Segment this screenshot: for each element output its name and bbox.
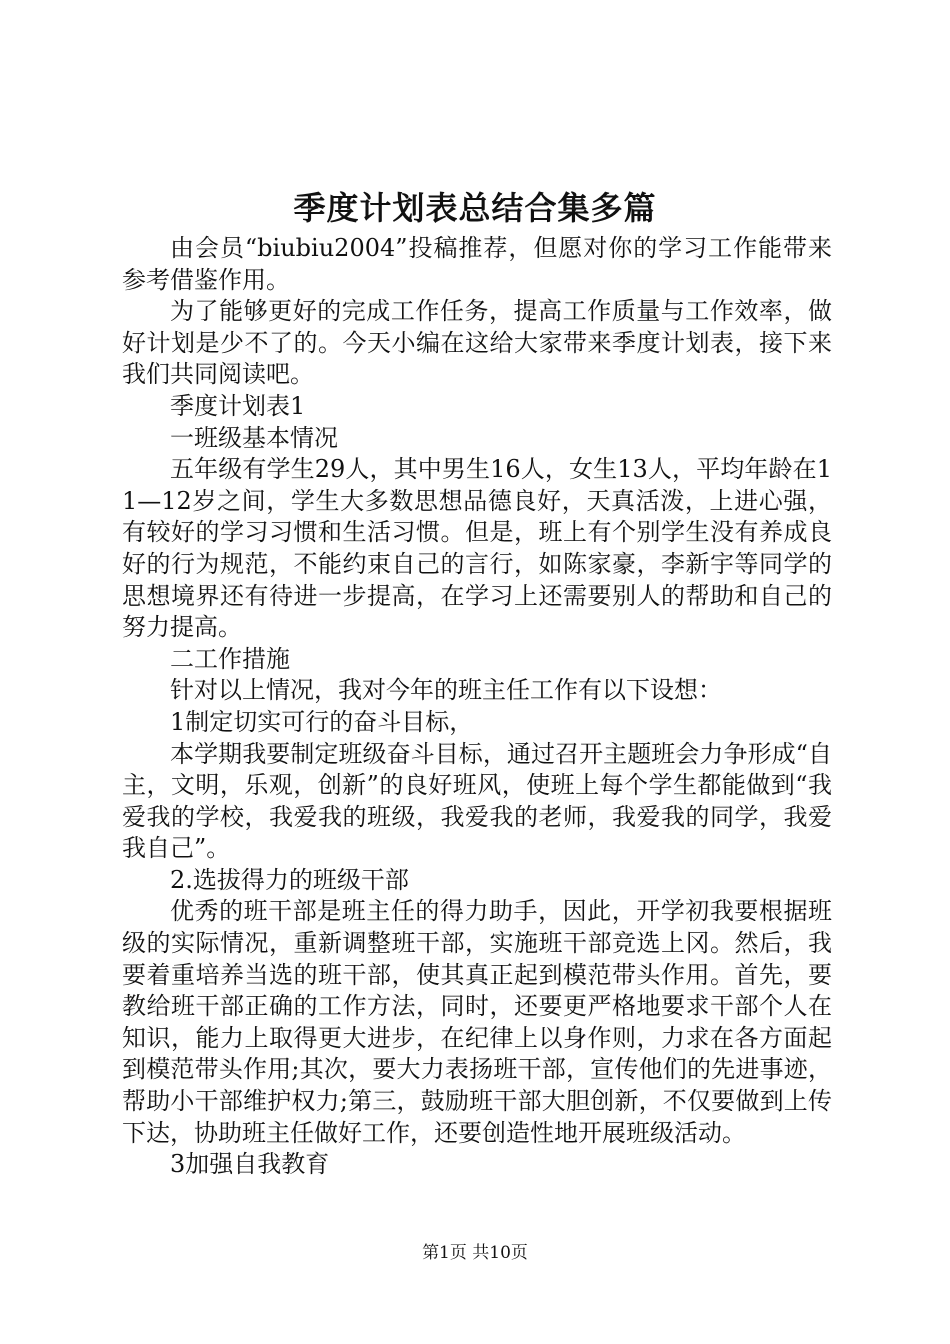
paragraph-preface: 为了能够更好的完成工作任务，提高工作质量与工作效率，做好计划是少不了的。今天小编在这给大家带来季度计划表，接下来我们共同阅读吧。 <box>122 297 832 389</box>
subheading-self-education: 3加强自我教育 <box>170 1150 330 1179</box>
paragraph-measures-intro: 针对以上情况，我对今年的班主任工作有以下设想： <box>170 676 722 705</box>
document-body <box>122 233 832 1181</box>
section-heading-plan-1: 季度计划表1 <box>170 391 306 420</box>
document-title: 季度计划表总结合集多篇 <box>293 189 657 227</box>
subheading-class-cadres: 2.选拔得力的班级干部 <box>170 865 409 894</box>
section-heading-class-info: 一班级基本情况 <box>170 423 338 452</box>
paragraph-class-cadres: 优秀的班干部是班主任的得力助手，因此，开学初我要根据班级的实际情况，重新调整班干部，实施班干部竞选上冈。然后，我要着重培养当选的班干部，使其真正起到模范带头作用。首先，要教给班干部正确的工作方法，同时，还要更严格地要求干部个人在知识，能力上取得更大进步，在纪律上以身作则，力求在各方面起到模范带头作用;其次，要大力表扬班干部，宣传他们的先进事迹，帮助小干部维护权力;第三，鼓励班干部大胆创新，不仅要做到上传下达，协助班主任做好工作，还要创造性地开展班级活动。 <box>122 897 832 1147</box>
section-heading-measures: 二工作措施 <box>170 644 290 673</box>
paragraph-class-info: 五年级有学生29人，其中男生16人，女生13人，平均年龄在11—12岁之间，学生大多数思想品德良好，天真活泼，上进心强，有较好的学习习惯和生活习惯。但是，班上有个别学生没有养成良好的行为规范，不能约束自己的言行，如陈家豪，李新宇等同学的思想境界还有待进一步提高，在学习上还需要别人的帮助和自己的努力提高。 <box>122 455 832 642</box>
paragraph-intro: 由会员“biubiu2004”投稿推荐，但愿对你的学习工作能带来参考借鉴作用。 <box>122 234 832 294</box>
page-footer: 第1页 共10页 <box>422 1243 528 1263</box>
paragraph-goals: 本学期我要制定班级奋斗目标，通过召开主题班会力争形成“自主，文明，乐观，创新”的良好班风，使班上每个学生都能做到“我爱我的学校，我爱我的班级，我爱我的老师，我爱我的同学，我爱我自己”。 <box>122 739 832 863</box>
subheading-goals: 1制定切实可行的奋斗目标， <box>170 707 474 736</box>
